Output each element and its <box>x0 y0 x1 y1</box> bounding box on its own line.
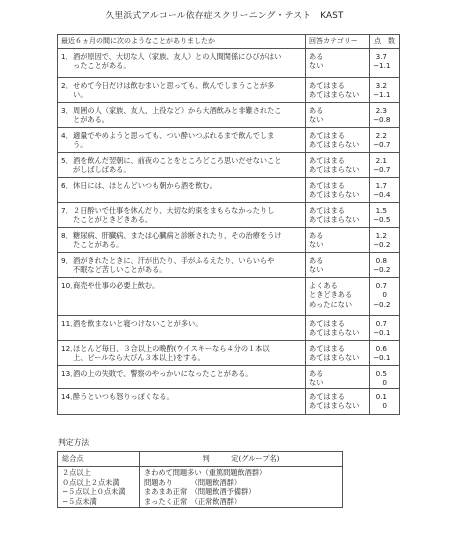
score-range: ０点以上２点未満 <box>62 477 120 487</box>
answer-option: ない <box>309 265 324 275</box>
question-row <box>58 253 400 278</box>
question-text: 糖尿病、肝臓病、または心臓病と診断されたり、その治療をうけ <box>73 231 282 240</box>
answer-category-cell <box>306 49 370 78</box>
answer-option: あてはまる <box>309 81 345 90</box>
point-value: −0.2 <box>373 240 391 250</box>
answer-category-cell <box>306 203 370 228</box>
points-cell <box>370 103 400 128</box>
question-text: 酒の上の失敗で、警察のやっかいになったことがある。 <box>73 369 253 378</box>
answer-category-cell <box>306 341 370 366</box>
point-value: −0.7 <box>373 140 391 150</box>
question-number: 11． <box>61 319 78 328</box>
answer-option: あてはまらない <box>309 328 360 338</box>
points-cell <box>370 203 400 228</box>
question-cell <box>58 278 306 316</box>
point-value: −0.1 <box>373 328 391 338</box>
question-text: がしばしばある。 <box>73 165 131 175</box>
question-row <box>58 49 400 78</box>
point-value: −0.7 <box>373 165 391 175</box>
header-answer-category: 回答カテゴリー <box>306 35 370 49</box>
answer-option: あてはまる <box>309 344 345 353</box>
header-points: 点 数 <box>370 35 400 49</box>
answer-category-cell <box>306 153 370 178</box>
answer-option: あてはまる <box>309 206 345 215</box>
question-text: 酒がきれたときに、汗が出たり、手がふるえたり、いらいらや <box>73 256 275 265</box>
question-cell <box>58 388 306 414</box>
question-row <box>58 341 400 366</box>
question-text: 適量でやめようと思っても、つい酔いつぶれるまで飲んでしま <box>73 131 275 140</box>
question-text: 休日には、ほとんどいつも朝から酒を飲む。 <box>73 181 217 190</box>
question-row <box>58 203 400 228</box>
answer-option: あてはまらない <box>309 353 360 363</box>
score-range: −５点以上０点未満 <box>62 487 126 497</box>
question-row <box>58 128 400 153</box>
answer-option: ない <box>309 378 324 388</box>
question-text: ほとんど毎日、３合以上の晩酌(ウイスキーなら４分の１本以 <box>73 344 270 353</box>
answer-option: ある <box>309 231 324 240</box>
answer-option: よくある <box>309 281 338 290</box>
answer-option: ない <box>309 61 324 71</box>
point-value: 2.2 <box>375 131 387 140</box>
point-value: 0 <box>382 401 387 411</box>
point-value: 0.6 <box>375 344 387 353</box>
question-number: 4． <box>61 131 73 140</box>
point-value: 0.8 <box>375 256 387 265</box>
points-cell <box>370 253 400 278</box>
points-cell <box>370 153 400 178</box>
points-cell <box>370 278 400 316</box>
answer-category-cell <box>306 253 370 278</box>
question-number: 5． <box>61 156 73 165</box>
answer-option: ない <box>309 115 324 125</box>
points-cell <box>370 388 400 414</box>
answer-option: あてはまらない <box>309 190 360 200</box>
point-value: 0.5 <box>375 369 387 378</box>
points-cell <box>370 128 400 153</box>
question-number: 12． <box>61 344 78 353</box>
judgment-table <box>57 451 343 508</box>
point-value: −0.4 <box>373 190 391 200</box>
question-row <box>58 153 400 178</box>
point-value: 2.3 <box>375 106 387 115</box>
judgment-label: まあまあ正常 （問題飲酒予備群） <box>144 487 256 497</box>
question-text: 酒を飲まないと寝つけないことが多い。 <box>73 319 203 328</box>
kast-table-body <box>58 49 400 415</box>
answer-option: あてはまる <box>309 131 345 140</box>
point-value: 3.7 <box>375 52 387 61</box>
answer-option: あてはまらない <box>309 401 360 411</box>
points-cell <box>370 366 400 389</box>
point-value: 0 <box>382 378 387 388</box>
judgment-header-row <box>58 452 343 467</box>
points-cell <box>370 341 400 366</box>
question-number: 10． <box>61 281 78 290</box>
answer-option: あてはまらない <box>309 215 360 225</box>
question-text: せめて今日だけは飲むまいと思っても、飲んでしまうことが多 <box>73 81 275 90</box>
point-value: −1.1 <box>373 61 391 71</box>
point-value: −0.8 <box>373 115 391 125</box>
point-value: 0.7 <box>375 281 387 290</box>
answer-category-cell <box>306 103 370 128</box>
question-row <box>58 316 400 341</box>
answer-option: あてはまる <box>309 156 345 165</box>
answer-option: あてはまらない <box>309 140 360 150</box>
answer-category-cell <box>306 128 370 153</box>
header-total-score: 総合点 <box>58 452 140 467</box>
score-range: −５点未満 <box>62 496 97 506</box>
answer-option: あてはまらない <box>309 90 360 100</box>
question-row <box>58 366 400 389</box>
question-text: ったことがある。 <box>73 61 131 71</box>
question-number: 2． <box>61 81 73 90</box>
question-number: 8． <box>61 231 73 240</box>
answer-option: ない <box>309 240 324 250</box>
answer-category-cell <box>306 278 370 316</box>
question-text: 酒が原因で、大切な人（家族、友人）との人間関係にひびがはい <box>73 52 282 61</box>
judgments-cell <box>140 467 343 508</box>
point-value: 0.1 <box>375 391 387 401</box>
points-cell <box>370 316 400 341</box>
question-text: 不眠など苦しいことがある。 <box>73 265 167 275</box>
question-number: 7． <box>61 206 73 215</box>
question-cell <box>58 178 306 203</box>
page-title: 久里浜式アルコール依存症スクリーニング・テスト KAST <box>105 11 344 21</box>
score-range: ２点以上 <box>62 468 91 477</box>
method-title: 判定方法 <box>58 438 90 447</box>
question-cell <box>58 203 306 228</box>
point-value: 0 <box>382 290 387 300</box>
kast-question-table <box>57 34 400 415</box>
question-text: ２日酔いで仕事を休んだり、大切な約束をまもらなかったりし <box>73 206 275 215</box>
question-text: たことがときどきある。 <box>73 215 153 225</box>
question-row <box>58 178 400 203</box>
answer-option: あてはまる <box>309 391 345 401</box>
question-cell <box>58 78 306 103</box>
answer-category-cell <box>306 388 370 414</box>
table-header-row <box>58 35 400 49</box>
answer-option: あてはまる <box>309 181 345 190</box>
point-value: 3.2 <box>375 81 387 90</box>
question-cell <box>58 49 306 78</box>
header-judgment: 判 定(グループ名) <box>140 452 343 467</box>
question-number: 1． <box>61 52 73 61</box>
judgment-label: まったく正常 （正常飲酒群） <box>144 496 242 506</box>
question-text: 上、ビールなら大びん３本以上)をする。 <box>73 353 205 363</box>
question-text: 商売や仕事の必要上飲む。 <box>73 281 160 290</box>
question-cell <box>58 128 306 153</box>
points-cell <box>370 49 400 78</box>
answer-option: ある <box>309 52 324 61</box>
answer-option: ある <box>309 106 324 115</box>
point-value: −0.1 <box>373 353 391 363</box>
question-number: 6． <box>61 181 73 190</box>
answer-option: ある <box>309 369 324 378</box>
question-cell <box>58 153 306 178</box>
answer-category-cell <box>306 78 370 103</box>
question-cell <box>58 366 306 389</box>
question-text: たことがある。 <box>73 240 124 250</box>
question-cell <box>58 341 306 366</box>
question-row <box>58 278 400 316</box>
points-cell <box>370 228 400 253</box>
question-text: 酔うといつも怒りっぽくなる。 <box>73 391 174 401</box>
question-text: 周囲の人（家族、友人、上役など）から大酒飲みと非難されたこ <box>73 106 282 115</box>
point-value: 2.1 <box>375 156 387 165</box>
question-row <box>58 103 400 128</box>
question-text: う。 <box>73 140 88 150</box>
point-value: 0.7 <box>375 319 387 328</box>
judgment-label: きわめて問題多い（重篤問題飲酒群） <box>144 468 267 477</box>
question-text: い。 <box>73 90 88 100</box>
point-value: −0.5 <box>373 215 391 225</box>
answer-option: めったにない <box>309 299 353 309</box>
question-row <box>58 228 400 253</box>
answer-option: ときどきある <box>309 290 353 300</box>
judgment-label: 問題あり （問題飲酒群） <box>144 477 242 487</box>
question-cell <box>58 253 306 278</box>
point-value: −1.1 <box>373 90 391 100</box>
point-value: 1.2 <box>375 231 387 240</box>
question-text: 酒を飲んだ翌朝に、前夜のことをところどころ思いだせないこと <box>73 156 282 165</box>
judgment-row <box>58 467 343 508</box>
point-value: 1.5 <box>375 206 387 215</box>
question-number: 13． <box>61 369 78 378</box>
question-number: 14． <box>61 391 78 401</box>
answer-category-cell <box>306 316 370 341</box>
answer-option: あてはまらない <box>309 165 360 175</box>
question-text: とがある。 <box>73 115 109 125</box>
question-number: 3． <box>61 106 73 115</box>
question-cell <box>58 103 306 128</box>
answer-category-cell <box>306 178 370 203</box>
points-cell <box>370 178 400 203</box>
points-cell <box>370 78 400 103</box>
answer-option: あてはまる <box>309 319 345 328</box>
point-value: −0.2 <box>373 265 391 275</box>
point-value: −0.2 <box>373 299 391 309</box>
question-number: 9． <box>61 256 73 265</box>
question-cell <box>58 316 306 341</box>
answer-category-cell <box>306 366 370 389</box>
question-cell <box>58 228 306 253</box>
answer-option: ある <box>309 256 324 265</box>
answer-category-cell <box>306 228 370 253</box>
question-row <box>58 388 400 414</box>
header-question: 最近６ヵ月の間に次のようなことがありましたか <box>58 35 306 49</box>
score-ranges-cell <box>58 467 140 508</box>
point-value: 1.7 <box>375 181 387 190</box>
question-row <box>58 78 400 103</box>
